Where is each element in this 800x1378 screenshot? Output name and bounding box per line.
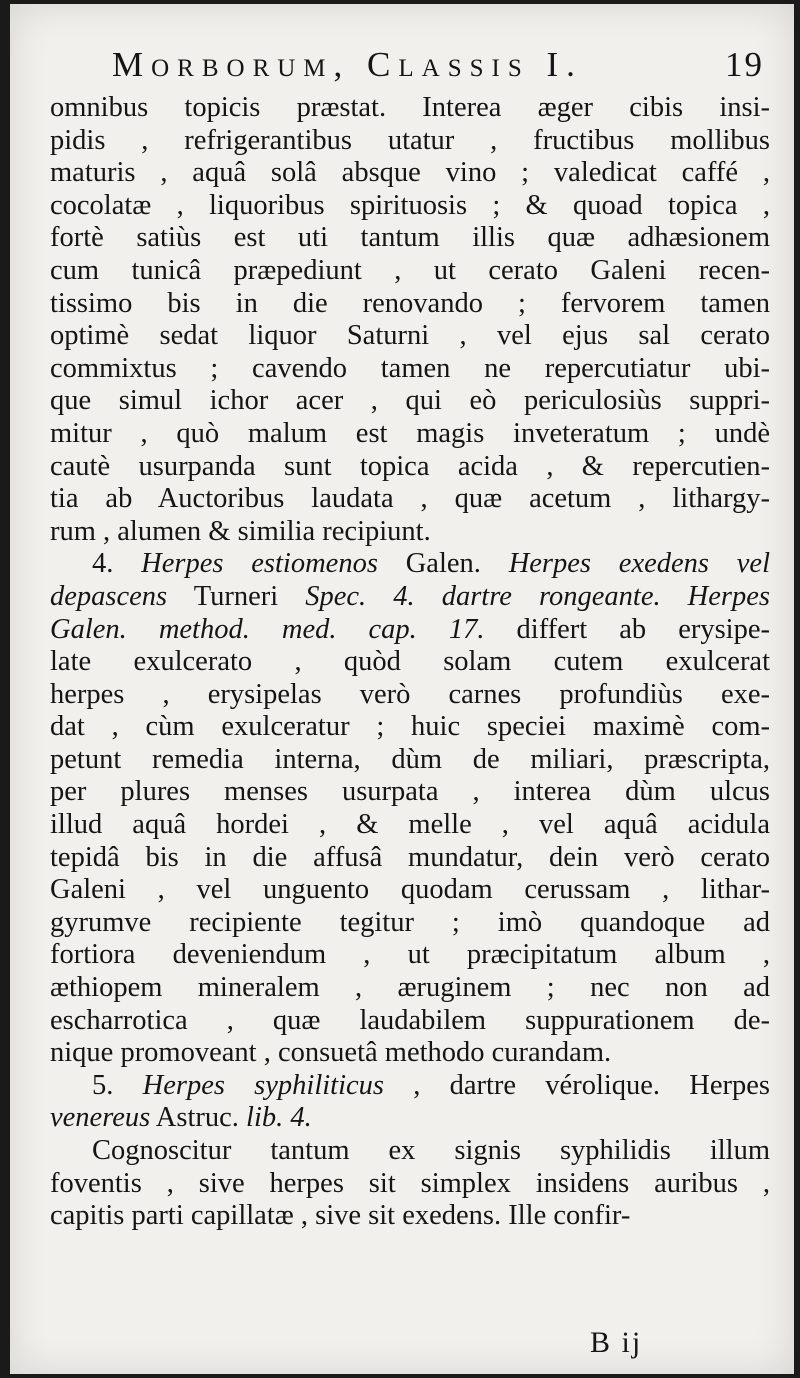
text-line: cocolatæ , liquoribus spirituosis ; & quoad topica , — [50, 189, 770, 221]
text-line: per plures menses usurpata , interea dùm ulcus — [50, 776, 770, 808]
text-line: escharrotica , quæ laudabilem suppurationem de- — [50, 1004, 770, 1036]
text-line: illud aquâ hordei , & melle , vel aquâ acidula — [50, 809, 770, 841]
text-line: fortiora deveniendum , ut præcipitatum album , — [50, 939, 770, 971]
text-line: æthiopem mineralem , æruginem ; nec non ad — [50, 972, 770, 1004]
book-page — [10, 4, 794, 1374]
text-line: Cognoscitur tantum ex signis syphilidis illum — [92, 1135, 770, 1166]
text-line: Galeni , vel unguento quodam cerussam , lithar- — [50, 874, 770, 906]
text-block — [50, 92, 770, 1233]
text-line: petunt remedia interna, dùm de miliari, præscripta, — [50, 743, 770, 775]
text-line: gyrumve recipiente tegitur ; imò quandoque ad — [50, 906, 770, 938]
text-line: capitis parti capillatæ , sive sit exedens. Ille confir- — [50, 1200, 631, 1232]
text-line: tia ab Auctoribus laudata , quæ acetum , lithargy- — [50, 483, 770, 515]
text-line: maturis , aquâ solâ absque vino ; valedicat caffé , — [50, 157, 770, 189]
text-line: commixtus ; cavendo tamen ne repercutiatur ubi- — [50, 352, 770, 384]
page-body — [50, 38, 770, 1233]
signature-mark: B ij — [590, 1326, 643, 1359]
text-line: cautè usurpanda sunt topica acida , & repercutien- — [50, 450, 770, 482]
text-line: cum tunicâ præpediunt , ut cerato Galeni recen- — [50, 254, 770, 286]
running-title: Morborum, Classis I. — [112, 45, 583, 84]
text-line: Galen. method. med. cap. 17. differt ab erysipe- — [50, 613, 770, 645]
text-line: depascens Turneri Spec. 4. dartre rongeante. Herpes — [50, 580, 770, 612]
page-number: 19 — [725, 45, 764, 84]
text-line: nique promoveant , consuetâ methodo curandam. — [50, 1037, 612, 1069]
text-line: pidis , refrigerantibus utatur , fructibus mollibus — [50, 124, 770, 156]
text-line: que simul ichor acer , qui eò periculosiùs suppri- — [50, 385, 770, 417]
text-line: late exulcerato , quòd solam cutem exulcerat — [50, 646, 770, 678]
text-line: tepidâ bis in die affusâ mundatur, dein verò cerato — [50, 841, 770, 873]
text-line: dat , cùm exulceratur ; huic speciei maximè com- — [50, 711, 770, 743]
text-line: optimè sedat liquor Saturni , vel ejus sal cerato — [50, 320, 770, 352]
text-line: 4. Herpes estiomenos Galen. Herpes exedens vel — [92, 548, 770, 580]
text-line: omnibus topicis præstat. Interea æger cibis insi- — [50, 92, 770, 123]
text-line: herpes , erysipelas verò carnes profundiùs exe- — [50, 678, 770, 710]
running-header — [50, 38, 770, 92]
text-line: venereus Astruc. lib. 4. — [50, 1102, 312, 1134]
text-line: foventis , sive herpes sit simplex insidens auribus , — [50, 1167, 770, 1199]
text-line: fortè satiùs est uti tantum illis quæ adhæsionem — [50, 222, 770, 254]
text-line: rum , alumen & similia recipiunt. — [50, 515, 431, 547]
text-line: mitur , quò malum est magis inveteratum ; undè — [50, 417, 770, 449]
text-line: 5. Herpes syphiliticus , dartre vérolique. Herpes — [92, 1069, 770, 1101]
text-line: tissimo bis in die renovando ; fervorem tamen — [50, 287, 770, 319]
